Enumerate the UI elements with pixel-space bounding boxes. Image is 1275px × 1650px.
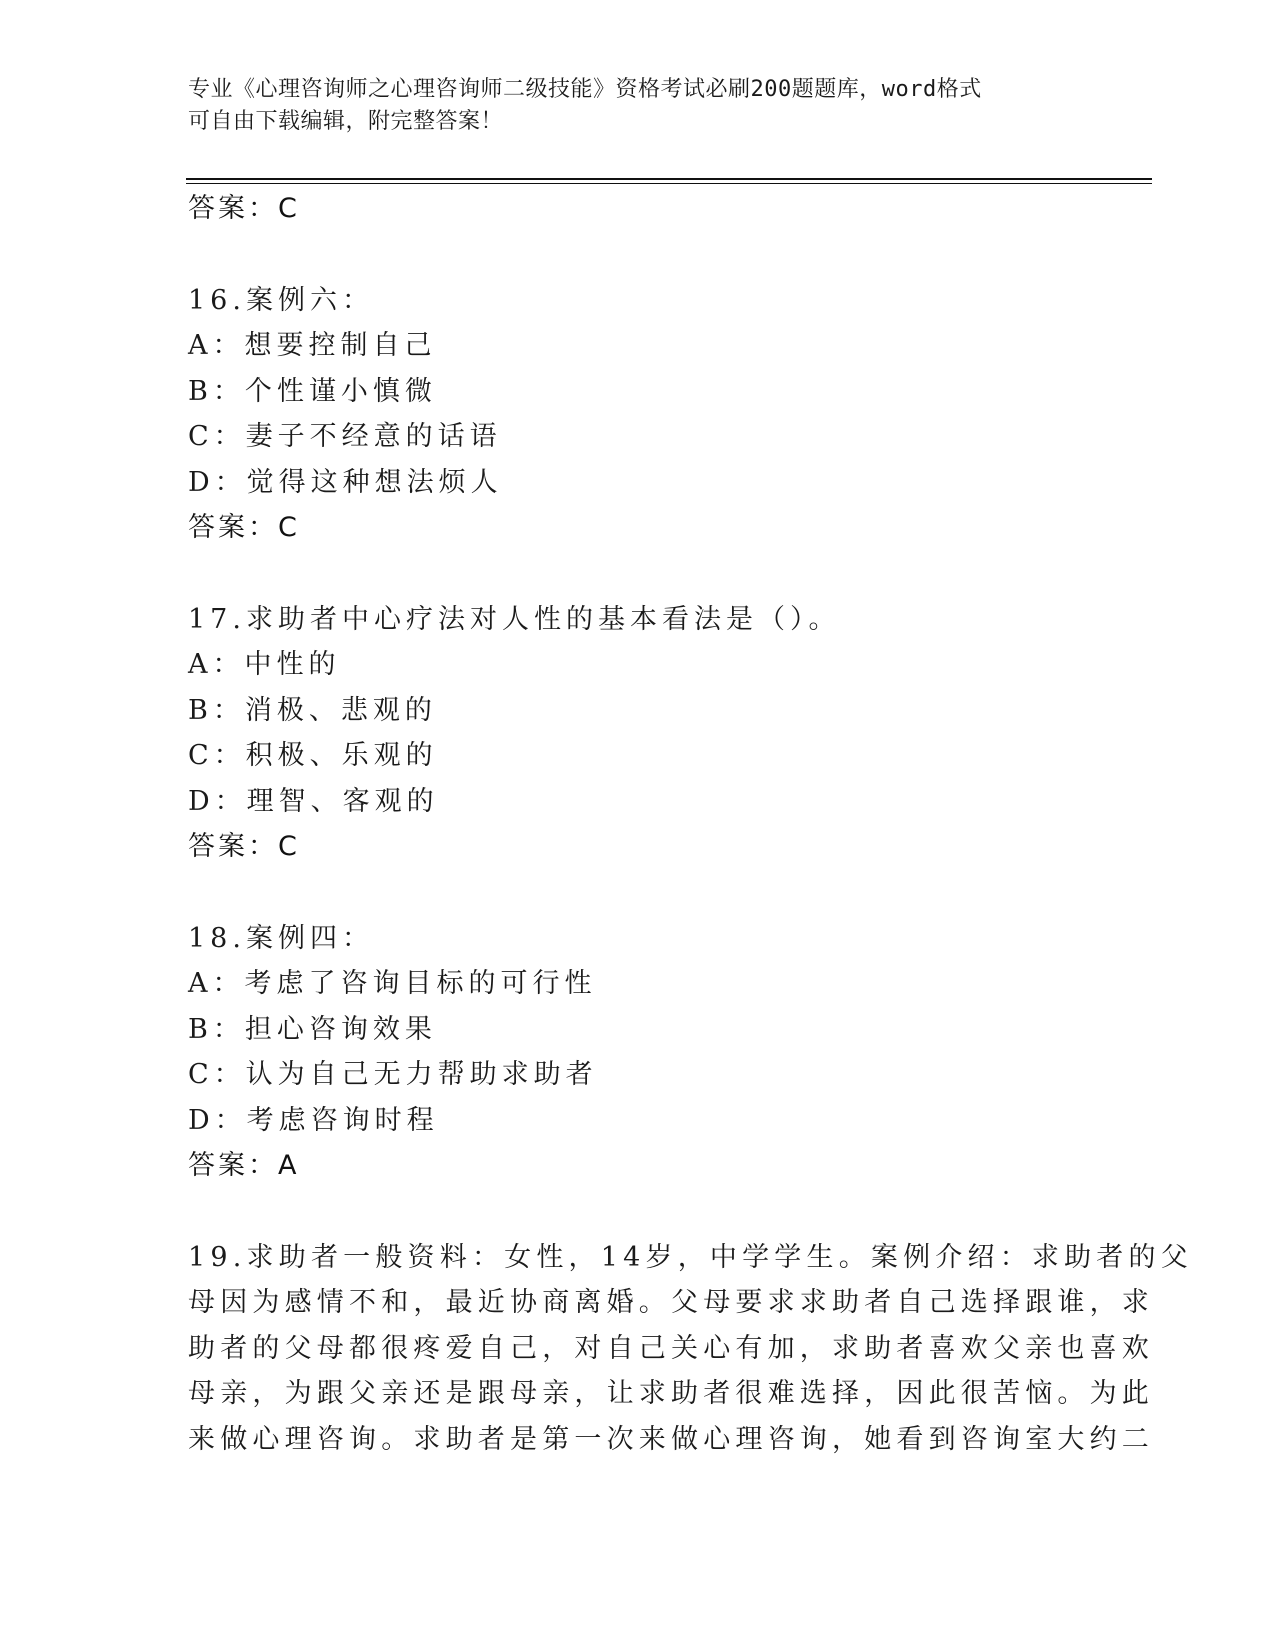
question-text: 16.案例六： [188,284,374,316]
option-b: B：担心咨询效果 [188,1013,437,1045]
answer-line: 答案：C [188,831,300,862]
spacer [188,1189,1088,1235]
spacer [188,232,1088,278]
header-line-1: 专业《心理咨询师之心理咨询师二级技能》资格考试必刷200题题库，word格式 [188,77,982,102]
paragraph-line: 来做心理咨询。求助者是第一次来做心理咨询，她看到咨询室大约二 [188,1423,1154,1455]
document-body [188,186,1193,1462]
option-b: B：个性谨小慎微 [188,375,437,407]
question-18 [188,916,1088,1189]
paragraph-line: 母因为感情不和，最近协商离婚。父母要求求助者自己选择跟谁，求 [188,1287,1154,1318]
option-a: A：想要控制自己 [188,330,437,361]
question-19 [188,1235,1193,1463]
question-text: 18.案例四： [188,922,374,954]
header-line-2: 可自由下载编辑，附完整答案！ [188,109,504,134]
option-a: A：中性的 [188,649,341,680]
option-c: C：认为自己无力帮助求助者 [188,1059,598,1090]
paragraph-line: 母亲，为跟父亲还是跟母亲，让求助者很难选择，因此很苦恼。为此 [188,1378,1154,1409]
answer-line: 答案：C [188,193,300,224]
option-c: C：积极、乐观的 [188,740,438,771]
paragraph-line: 19.求助者一般资料：女性，14岁，中学学生。案例介绍：求助者的父 [188,1241,1193,1273]
question-16 [188,278,1088,551]
document-header [188,74,1068,138]
option-b: B：消极、悲观的 [188,694,437,726]
answer-line: 答案：C [188,512,300,543]
answer-line: 答案：A [188,1150,300,1181]
header-rule-thin [186,183,1152,184]
option-d: D：理智、客观的 [188,785,439,817]
option-d: D：考虑咨询时程 [188,1104,439,1136]
spacer [188,551,1088,597]
option-a: A：考虑了咨询目标的可行性 [188,968,597,999]
question-17 [188,597,1088,870]
spacer [188,870,1088,916]
option-d: D：觉得这种想法烦人 [188,466,503,498]
question-text: 17.求助者中心疗法对人性的基本看法是（）。 [188,603,841,635]
paragraph-line: 助者的父母都很疼爱自己，对自己关心有加，求助者喜欢父亲也喜欢 [188,1332,1154,1364]
header-rule-thick [186,178,1152,180]
option-c: C：妻子不经意的话语 [188,421,502,452]
